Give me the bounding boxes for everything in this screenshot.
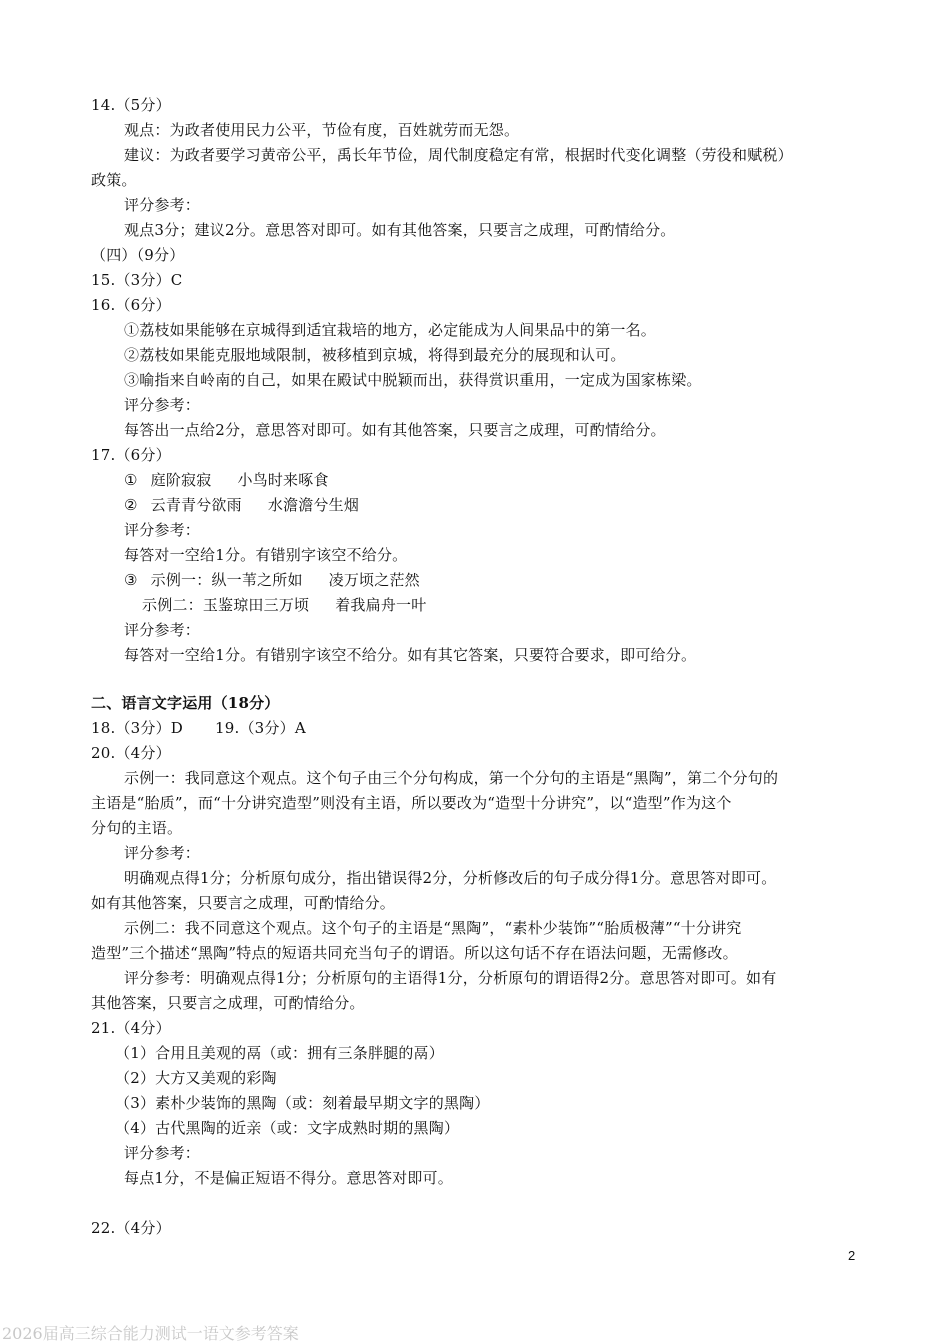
- q17-answer-2: [124, 495, 359, 515]
- q16-scoring-text: 每答出一点给2分，意思答对即可。如有其他答案，只要言之成理，可酌情给分。: [124, 421, 666, 439]
- q19-answer: 19.（3分）A: [215, 719, 306, 737]
- q17-example-2-label: 示例二：: [142, 596, 203, 614]
- q17-answer-3-num: ③: [124, 571, 138, 589]
- q17-scoring-text-2: 每答对一空给1分。有错别字该空不给分。如有其它答案，只要符合要求，即可给分。: [124, 646, 697, 664]
- q17-answer-2-num: ②: [124, 496, 138, 514]
- q17-answer-2-right: 水澹澹兮生烟: [267, 496, 360, 514]
- q14-scoring-text: 观点3分；建议2分。意思答对即可。如有其他答案，只要言之成理，可酌情给分。: [124, 221, 676, 239]
- q17-answer-2-left: 云青青兮欲雨: [150, 496, 242, 514]
- q17-answer-1-num: ①: [124, 471, 138, 489]
- q17-scoring-text-1: 每答对一空给1分。有错别字该空不给分。: [124, 546, 408, 564]
- q17-example-2-right: 着我扁舟一叶: [335, 596, 427, 614]
- q15-head: 15.（3分）C: [91, 271, 183, 289]
- q21-scoring-label: 评分参考：: [124, 1144, 201, 1162]
- q16-point-3: ③喻指来自岭南的自己，如果在殿试中脱颖而出，获得赏识重用，一定成为国家栋梁。: [124, 371, 702, 389]
- q17-example-1-left: 纵一苇之所如: [211, 571, 303, 589]
- q20-scoring2-line1: 评分参考：明确观点得1分；分析原句的主语得1分，分析原句的谓语得2分。意思答对即可。如有: [124, 969, 777, 987]
- q16-head: 16.（6分）: [91, 296, 171, 314]
- q17-example-2-left: 玉鉴琼田三万顷: [202, 596, 310, 614]
- part-2-heading: 二、语言文字运用（18分）: [91, 694, 280, 712]
- q20-scoring-label: 评分参考：: [124, 844, 201, 862]
- q16-point-2: ②荔枝如果能克服地域限制，被移植到京城，将得到最充分的展现和认可。: [124, 346, 626, 364]
- q14-head: 14.（5分）: [91, 96, 171, 114]
- q20-example-1-line3: 分句的主语。: [91, 819, 183, 837]
- footer-watermark-title: 2026届高三综合能力测试一语文参考答案: [2, 1324, 299, 1343]
- q14-scoring-label: 评分参考：: [124, 196, 201, 214]
- q20-example-1-line2: 主语是“胎质”，而“十分讲究造型”则没有主语，所以要改为“造型十分讲究”，以“造型”作为这个: [91, 794, 732, 812]
- q20-scoring2-line2: 其他答案，只要言之成理，可酌情给分。: [91, 994, 365, 1012]
- q22-head: 22.（4分）: [91, 1219, 171, 1237]
- q20-scoring-line1: 明确观点得1分；分析原句成分，指出错误得2分，分析修改后的句子成分得1分。意思答对即可。: [124, 869, 777, 887]
- q17-scoring-label-1: 评分参考：: [124, 521, 201, 539]
- q20-scoring-line2: 如有其他答案，只要言之成理，可酌情给分。: [91, 894, 396, 912]
- q14-suggestion-line1: 建议：为政者要学习黄帝公平，禹长年节俭，周代制度稳定有常，根据时代变化调整（劳役和赋税）: [124, 146, 793, 164]
- q17-example-1-label: 示例一：: [150, 571, 212, 589]
- section-4-heading: （四）（9分）: [91, 246, 185, 264]
- q18-q19-line: [91, 718, 306, 738]
- q21-head: 21.（4分）: [91, 1019, 171, 1037]
- q17-answer-1-left: 庭阶寂寂: [150, 471, 212, 489]
- q21-item-1: （1）合用且美观的鬲（或：拥有三条胖腿的鬲）: [115, 1044, 444, 1062]
- q21-item-3: （3）素朴少装饰的黑陶（或：刻着最早期文字的黑陶）: [115, 1094, 490, 1112]
- q16-scoring-label: 评分参考：: [124, 396, 201, 414]
- q17-answer-3-example-1: [124, 570, 420, 590]
- q18-answer: 18.（3分）D: [91, 719, 184, 737]
- q17-head: 17.（6分）: [91, 446, 171, 464]
- q14-suggestion-line2: 政策。: [91, 171, 137, 189]
- q20-example-2-line1: 示例二：我不同意这个观点。这个句子的主语是“黑陶”，“素朴少装饰”“胎质极薄”“十分讲究: [124, 919, 742, 937]
- q17-example-2: [142, 595, 426, 615]
- q17-scoring-label-2: 评分参考：: [124, 621, 201, 639]
- q16-point-1: ①荔枝如果能够在京城得到适宜栽培的地方，必定能成为人间果品中的第一名。: [124, 321, 657, 339]
- q21-scoring-text: 每点1分，不是偏正短语不得分。意思答对即可。: [124, 1169, 453, 1187]
- q17-answer-1: [124, 470, 329, 490]
- q17-answer-1-right: 小鸟时来啄食: [237, 471, 329, 489]
- q14-viewpoint: 观点：为政者使用民力公平，节俭有度，百姓就劳而无怨。: [124, 121, 520, 139]
- q20-example-2-line2: 造型”三个描述“黑陶”特点的短语共同充当句子的谓语。所以这句话不存在语法问题，无需修改。: [91, 944, 738, 962]
- q21-item-2: （2）大方又美观的彩陶: [115, 1069, 277, 1087]
- q17-example-1-right: 凌万顷之茫然: [328, 571, 420, 589]
- q21-item-4: （4）古代黑陶的近亲（或：文字成熟时期的黑陶）: [115, 1119, 460, 1137]
- q20-head: 20.（4分）: [91, 744, 171, 762]
- q20-example-1-line1: 示例一：我同意这个观点。这个句子由三个分句构成，第一个分句的主语是“黑陶”，第二个分句的: [124, 769, 779, 787]
- page-number: 2: [848, 1248, 856, 1263]
